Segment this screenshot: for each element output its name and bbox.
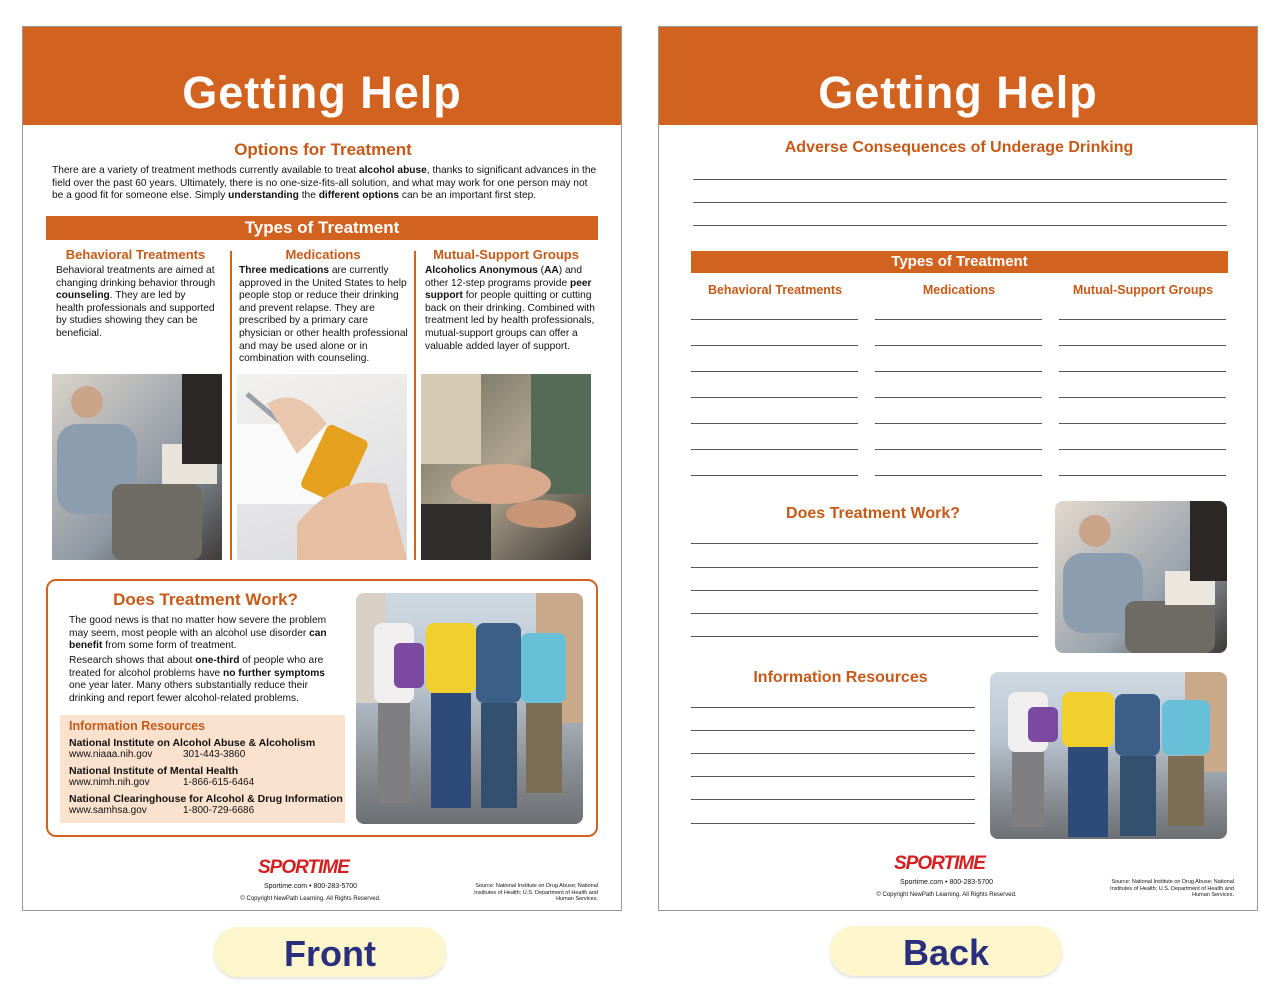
resource-item: National Clearinghouse for Alcohol & Drug Information www.samhsa.gov 1-800-729-6686 [69, 793, 343, 816]
write-line[interactable] [691, 753, 975, 754]
write-line[interactable] [1059, 475, 1226, 476]
footer-source: Source: National Institute on Drug Abuse; National Institutes of Health; U.S. Department of Health and Human Services. [474, 883, 598, 902]
write-line[interactable] [691, 636, 1038, 637]
write-line[interactable] [691, 397, 858, 398]
mutual-heading: Mutual-Support Groups [433, 247, 579, 262]
works-paragraph-1: The good news is that no matter how severe the problem may seem, most people with an alcohol use disorder can benefit from some form of treatment. [69, 615, 327, 652]
col-mutual-heading: Mutual-Support Groups [1072, 283, 1214, 297]
write-line[interactable] [691, 590, 1038, 591]
resource-item: National Institute of Mental Health www.nimh.nih.gov 1-866-615-6464 [69, 765, 255, 788]
footer-contact: Sportime.com • 800-283-5700 [899, 879, 994, 886]
write-line[interactable] [875, 475, 1042, 476]
resource-url[interactable]: www.nimh.nih.gov [69, 777, 150, 788]
options-heading: Options for Treatment [234, 140, 412, 159]
footer-source: Source: National Institute on Drug Abuse; National Institutes of Health; U.S. Department of Health and Human Services. [1110, 879, 1234, 898]
column-divider [414, 251, 416, 560]
write-line[interactable] [1059, 449, 1226, 450]
write-line[interactable] [691, 799, 975, 800]
write-line[interactable] [691, 423, 858, 424]
write-line[interactable] [1059, 319, 1226, 320]
back-resources-heading: Information Resources [753, 669, 928, 686]
front-label: Front [214, 927, 446, 977]
write-line[interactable] [1059, 371, 1226, 372]
col-medications-heading: Medications [922, 283, 996, 297]
support-group-photo [421, 374, 591, 560]
write-line[interactable] [691, 543, 1038, 544]
resource-phone: 1-866-615-6464 [183, 777, 255, 788]
write-line[interactable] [691, 345, 858, 346]
back-counseling-photo [1055, 501, 1227, 653]
write-line[interactable] [691, 475, 858, 476]
write-line[interactable] [875, 397, 1042, 398]
footer-contact: Sportime.com • 800-283-5700 [263, 883, 358, 890]
resources-box [60, 715, 345, 823]
works-heading: Does Treatment Work? [113, 590, 298, 609]
mutual-text: Alcoholics Anonymous (AA) and other 12-step programs provide peer support for people quitting or cutting back on their drinking. Combined with treatment led by health professionals, mutual-support groups can offer a valuable added layer of support. [425, 265, 595, 352]
col-behavioral-heading: Behavioral Treatments [707, 283, 843, 297]
front-page [22, 26, 622, 911]
write-line[interactable] [691, 823, 975, 824]
behavioral-heading: Behavioral Treatments [65, 247, 206, 262]
sportime-logo: SPORTIME [258, 857, 349, 878]
write-line[interactable] [691, 449, 858, 450]
resources-heading: Information Resources [69, 719, 206, 733]
back-works-heading: Does Treatment Work? [786, 505, 960, 522]
write-line[interactable] [691, 319, 858, 320]
write-line[interactable] [691, 613, 1038, 614]
resources-list [69, 737, 344, 817]
write-line[interactable] [875, 449, 1042, 450]
back-page [658, 26, 1258, 911]
footer-copyright: © Copyright NewPath Learning. All Rights Reserved. [876, 892, 1017, 898]
write-line[interactable] [875, 345, 1042, 346]
types-of-treatment-bar: Types of Treatment [46, 216, 598, 240]
adverse-heading: Adverse Consequences of Underage Drinking [784, 139, 1134, 156]
medications-text: Three medications are currently approved in the United States to help people stop or reduce their drinking and prevent relapse. They are prescribed by a primary care physician or other health professional and may be used alone or in combination with counseling. [239, 265, 408, 365]
medication-photo [237, 374, 407, 560]
back-label: Back [830, 926, 1062, 976]
sportime-logo: SPORTIME [894, 853, 985, 874]
footer-copyright: © Copyright NewPath Learning. All Rights Reserved. [240, 896, 381, 902]
write-line[interactable] [691, 730, 975, 731]
options-text: There are a variety of treatment methods currently available to treat alcohol abuse, thanks to significant advances in the field over the past 60 years. Ultimately, there is no one-size-fits-all solution, and what may work for one person may not be a good fit for someone else. Simply understanding the different options can be an important first step. [52, 165, 597, 202]
resource-url[interactable]: www.samhsa.gov [69, 805, 147, 816]
resource-phone: 1-800-729-6686 [183, 805, 255, 816]
write-line[interactable] [1059, 345, 1226, 346]
write-line[interactable] [693, 202, 1227, 203]
works-paragraph-2: Research shows that about one-third of people who are treated for alcohol problems have no further symptoms one year later. Many others substantially reduce their drinking and report fewer alcohol-related problems. [69, 655, 325, 704]
write-line[interactable] [691, 371, 858, 372]
resource-item: National Institute on Alcohol Abuse & Alcoholism www.niaaa.nih.gov 301-443-3860 [69, 737, 316, 760]
write-line[interactable] [693, 179, 1227, 180]
types-of-treatment-bar: Types of Treatment [691, 251, 1228, 273]
write-line[interactable] [875, 371, 1042, 372]
write-line[interactable] [691, 776, 975, 777]
write-line[interactable] [1059, 423, 1226, 424]
write-line[interactable] [693, 225, 1227, 226]
column-divider [230, 251, 232, 560]
write-line[interactable] [875, 319, 1042, 320]
back-banner-title: Getting Help [659, 27, 1257, 125]
write-line[interactable] [1059, 397, 1226, 398]
front-banner-title: Getting Help [23, 27, 621, 125]
write-line[interactable] [691, 707, 975, 708]
medications-heading: Medications [285, 247, 361, 262]
resource-phone: 301-443-3860 [183, 749, 246, 760]
write-line[interactable] [691, 567, 1038, 568]
back-friends-group-photo [990, 672, 1227, 839]
counseling-photo [52, 374, 222, 560]
resource-url[interactable]: www.niaaa.nih.gov [69, 749, 153, 760]
behavioral-text: Behavioral treatments are aimed at changing drinking behavior through counseling. They are led by health professionals and supported by studies showing they can be beneficial. [56, 265, 216, 339]
write-line[interactable] [875, 423, 1042, 424]
friends-group-photo [356, 593, 583, 824]
